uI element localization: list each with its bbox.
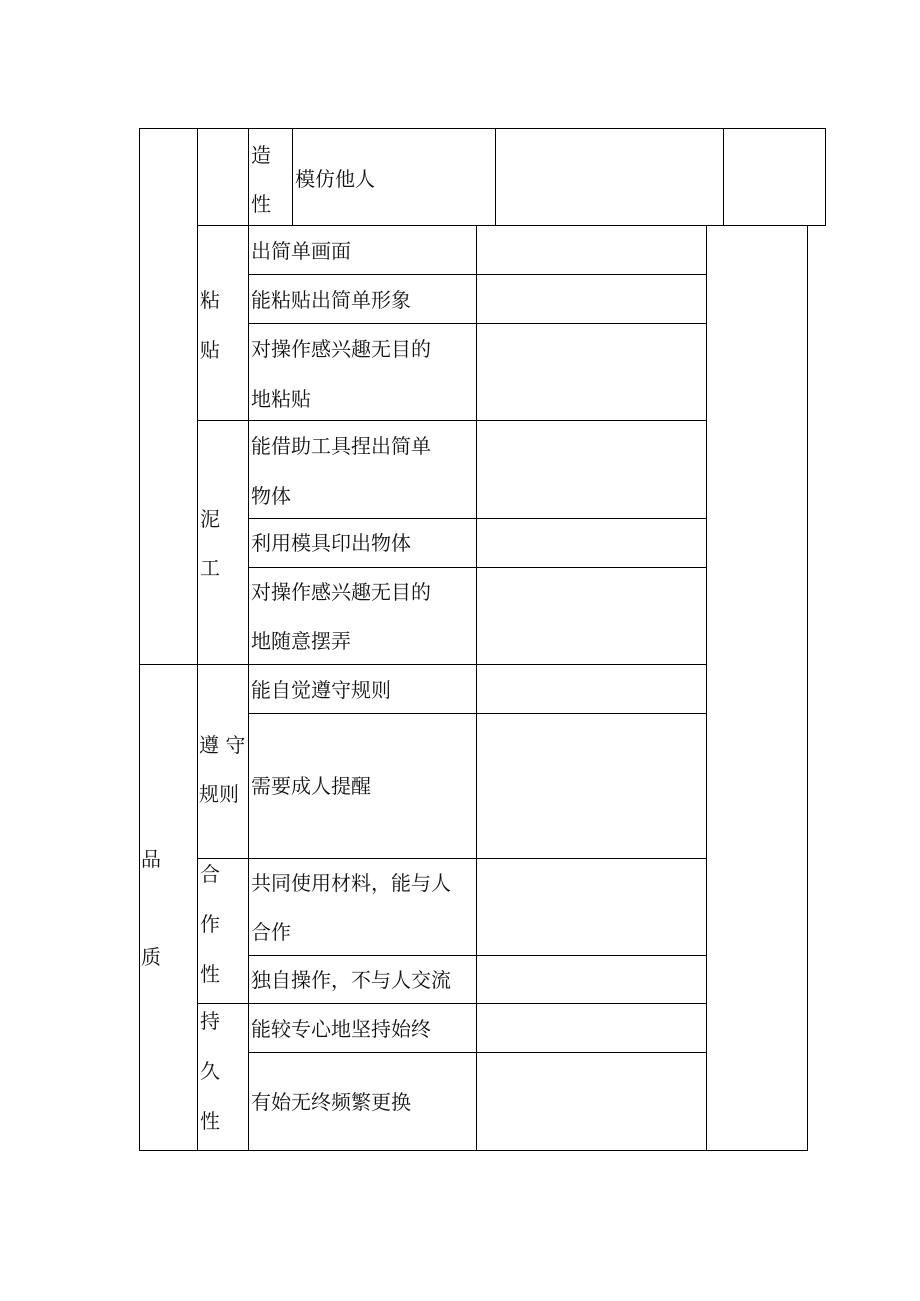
item-chijiu-2: 有始无终频繁更换: [251, 1090, 411, 1114]
category-pinzhi-2: 质: [141, 945, 161, 969]
grid-line: [248, 713, 707, 714]
category-zhantie-2: 贴: [200, 338, 220, 362]
category-chijiu-3: 性: [200, 1109, 220, 1133]
category-hezuo-1: 合: [200, 862, 220, 886]
grid-line: [292, 128, 293, 226]
grid-line: [197, 1003, 707, 1004]
category-chijiu-2: 久: [200, 1059, 220, 1083]
category-zao-1: 造: [251, 143, 271, 167]
item-nigong-1b: 物体: [251, 484, 291, 508]
grid-line: [197, 858, 707, 859]
item-zhantie-2: 能粘贴出简单形象: [251, 288, 411, 312]
grid-line: [139, 1150, 808, 1151]
item-chijiu-1: 能较专心地坚持始终: [251, 1017, 431, 1041]
grid-line: [248, 518, 707, 519]
grid-line: [825, 128, 826, 226]
grid-line: [248, 274, 707, 275]
category-zunshou-1: 遵 守: [199, 733, 246, 757]
item-hezuo-1: 共同使用材料，能与人: [251, 871, 451, 895]
item-nigong-1: 能借助工具捏出简单: [251, 434, 431, 458]
item-zunshou-1: 能自觉遵守规则: [251, 678, 391, 702]
grid-line: [248, 1052, 707, 1053]
grid-line: [723, 128, 724, 226]
grid-line: [807, 226, 808, 1151]
category-zunshou-2: 规则: [199, 782, 239, 806]
item-zhantie-3b: 地粘贴: [251, 387, 311, 411]
item-nigong-3b: 地随意摆弄: [251, 629, 351, 653]
grid-line: [139, 128, 140, 1151]
item-hezuo-2: 独自操作，不与人交流: [251, 968, 451, 992]
category-nigong-1: 泥: [200, 507, 220, 531]
item-zhantie-3: 对操作感兴趣无目的: [251, 337, 431, 361]
grid-line: [495, 128, 496, 226]
item-mofang: 模仿他人: [295, 167, 375, 191]
grid-line: [248, 567, 707, 568]
grid-line: [476, 226, 477, 1151]
item-zhantie-1: 出简单画面: [251, 239, 351, 263]
grid-line: [139, 664, 707, 665]
category-hezuo-3: 性: [200, 962, 220, 986]
category-hezuo-2: 作: [200, 912, 220, 936]
category-nigong-2: 工: [200, 556, 220, 580]
grid-line: [197, 420, 707, 421]
grid-line: [248, 128, 249, 1151]
grid-line: [248, 955, 707, 956]
item-hezuo-1b: 合作: [251, 920, 291, 944]
category-chijiu-1: 持: [200, 1009, 220, 1033]
item-nigong-2: 利用模具印出物体: [251, 531, 411, 555]
category-zhantie-1: 粘: [200, 288, 220, 312]
category-zao-2: 性: [251, 192, 271, 216]
item-zunshou-2: 需要成人提醒: [251, 774, 371, 798]
grid-line: [197, 128, 198, 1151]
grid-line: [248, 323, 707, 324]
grid-line: [197, 225, 826, 226]
item-nigong-3: 对操作感兴趣无目的: [251, 580, 431, 604]
category-pinzhi-1: 品: [141, 847, 161, 871]
grid-line: [706, 226, 707, 1151]
